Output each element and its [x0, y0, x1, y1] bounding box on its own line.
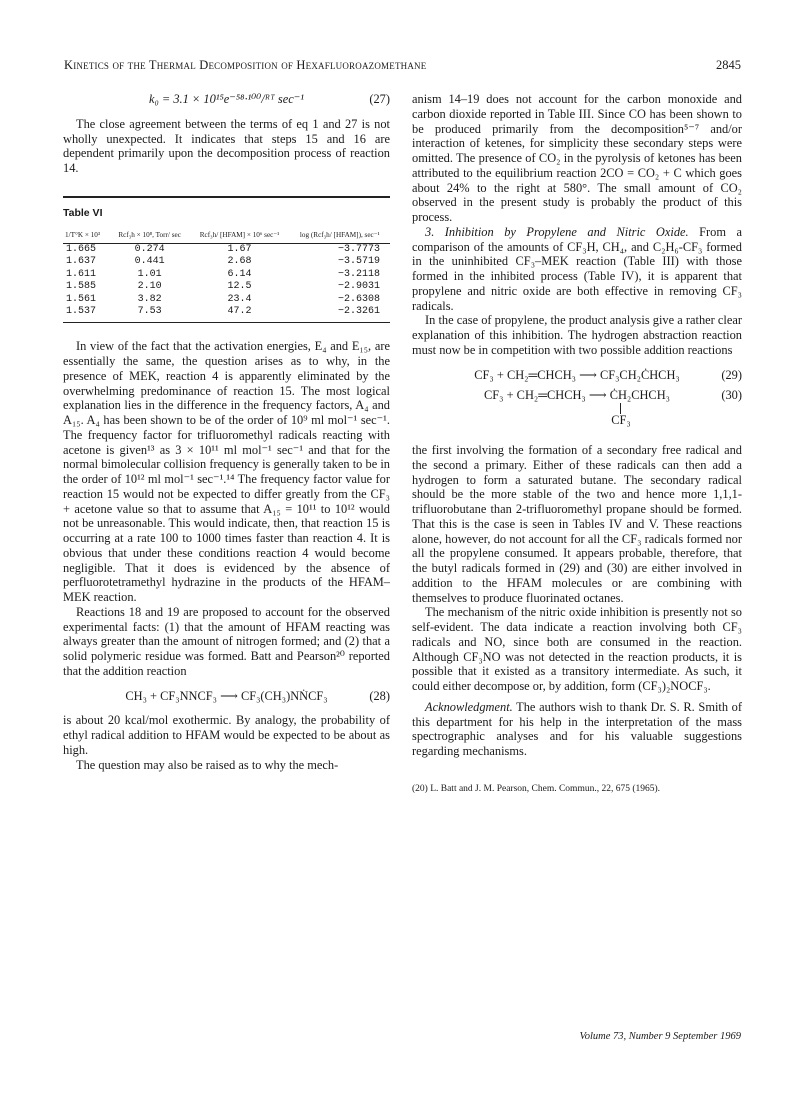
table-cell: 1.585 [66, 281, 97, 293]
paragraph [412, 225, 742, 314]
paragraph: In the case of propylene, the product analysis give a rather clear explanation of this inhibition. The hydrogen abstraction reaction must now be in competition with two possible addition reactions [412, 313, 742, 357]
table-row [63, 256, 390, 268]
table-cell: 2.68 [227, 256, 252, 268]
table-cell: −2.9031 [337, 281, 380, 293]
table-cell: −3.2118 [337, 268, 380, 280]
table-cell: 7.53 [137, 306, 162, 318]
table-caption: Table VI [63, 206, 103, 219]
table-cell: 1.67 [227, 244, 252, 255]
table-cell: 1.561 [66, 293, 97, 305]
table-cell: 3.82 [137, 293, 162, 305]
paragraph: The mechanism of the nitric oxide inhibition is presently not so self-evident. The data indicate a reaction involving both CF₃ radicals and NO, since both are consumed in the reaction. Although CF₃NO was not detected in the reaction products, it is possible that it existed as a transitory intermediate. As such, it could either decompose or, by addition, form (CF₃)₂NOCF₃. [412, 605, 742, 693]
table-cell: −3.7773 [337, 244, 380, 255]
table-cell: 2.10 [137, 281, 162, 293]
equation-30-number: (30) [721, 388, 742, 403]
equation-29 [412, 368, 742, 383]
table-cell: −3.5719 [337, 256, 380, 268]
paragraph: Reactions 18 and 19 are proposed to account for the observed experimental facts: (1) that the amount of HFAM reacting was always greater than the amount of nitrogen formed; and (2) that a solid polymeric residue was formed. Batt and Pearson²⁰ reported that the addition reaction [63, 604, 390, 678]
equation-28-number: (28) [369, 688, 390, 703]
paragraph [412, 700, 742, 759]
paragraph-text: From a comparison of the amounts of CF₃H, CH₄, and C₂H₆-CF₃ formed in the uninhibited CF₃–MEK reaction (Table III) with those formed in the inhibited process (Table IV), it is apparent that propylene and nitric oxide are both effective in removing CF₃ radicals. [412, 224, 742, 313]
right-column [412, 92, 742, 795]
page-number: 2845 [716, 58, 741, 72]
equation-29-text: CF₃ + CH₂═CHCH₃ ⟶ CF₃CH₂ĊHCH₃ [474, 367, 680, 382]
paragraph: The close agreement between the terms of eq 1 and 27 is not wholly unexpected. It indicates that steps 15 and 16 are dependent primarily upon the decomposition process of reaction 14. [63, 116, 390, 175]
table-header: 1/T°K × 10³ [65, 230, 101, 239]
table-cell: 1.01 [137, 268, 162, 280]
paragraph: The question may also be raised as to why the mech- [76, 757, 339, 772]
equation-30-text: CF₃ + CH₂═CHCH₃ ⟶ ĊH₂CHCH₃ [484, 388, 670, 403]
table-cell: 1.637 [66, 256, 97, 268]
section-heading: 3. Inhibition by Propylene and Nitric Oxide. [425, 224, 689, 239]
table-top-rule [63, 196, 390, 198]
table-row [63, 244, 390, 256]
paragraph: the first involving the formation of a secondary free radical and the second a primary. Either of these radicals can then add a hydrogen to form a saturated butane. The secondary radical should be the more stable of the two and hence more 1,1,1-trifluorobutane than 2-trifluoromethyl propane should be formed. That this is the case is seen in Tables IV and V. These reactions alone, however, do not account for all the CF₃ radicals formed nor all the propylene consumed. It appears probable, therefore, that the butyl radicals formed in (29) and (30) are either involved in addition to the HFAM molecules or are combining with themselves to produce fluorinated octanes. [412, 443, 742, 605]
table-header: Rcf₃h/ [HFAM] × 10⁶ sec⁻¹ [199, 230, 280, 239]
equation-30-substituent [606, 403, 636, 427]
table-cell: 1.611 [66, 268, 97, 280]
acknowledgment-heading: Acknowledgment. [425, 699, 513, 714]
table-cell: 0.274 [134, 244, 165, 255]
equation-30-pendant-text: CF₃ [611, 413, 631, 428]
equation-30 [412, 388, 742, 428]
equation-28 [63, 689, 390, 704]
page-header [64, 58, 741, 74]
paragraph: anism 14–19 does not account for the carbon monoxide and carbon dioxide reported in Table III. Since CO has been shown to be produced primarily from the decomposition⁵⁻⁷ and/or interaction of ketenes, for simplicity these secondary steps were omitted. The presence of CO₂ in the pyrolysis of ketones has been attributed to the equilibrium reaction 2CO = CO₂ + C which goes about 24% to the right at 580°. The small amount of CO₂ observed in the present study is probably the product of this process. [412, 92, 742, 224]
acknowledgment-text: The authors wish to thank Dr. S. R. Smith of this department for his help in the interpretation of the mass spectrographic analyses and for his valuable suggestions regarding mechanisms. [412, 699, 742, 758]
table-row [63, 306, 390, 318]
data-table [63, 231, 390, 319]
table-cell: −2.3261 [337, 306, 380, 318]
table-cell: 1.537 [66, 306, 97, 318]
equation-29-number: (29) [721, 367, 742, 382]
equation-27-number: (27) [369, 92, 390, 106]
table-header: log (Rcf₃h/ [HFAM]), sec⁻¹ [299, 230, 380, 239]
table-cell: 6.14 [227, 268, 252, 280]
table-cell: 47.2 [227, 306, 252, 318]
footnote: (20) L. Batt and J. M. Pearson, Chem. Commun., 22, 675 (1965). [412, 783, 661, 794]
table-row [63, 294, 390, 306]
paragraph: is about 20 kcal/mol exothermic. By analogy, the probability of ethyl radical addition to HFAM would be expected to be about as high. [63, 713, 390, 757]
table-cell: −2.6308 [337, 293, 380, 305]
table-cell: 12.5 [227, 281, 252, 293]
table-row [63, 281, 390, 293]
table-header: Rcf₃h × 10⁸, Torr/ sec [118, 230, 181, 239]
left-column [63, 92, 390, 772]
equation-27-text: k₀ = 3.1 × 10¹⁵e⁻⁵⁸·¹⁰⁰/ᴿᵀ sec⁻¹ [148, 92, 305, 106]
table-vi [63, 196, 390, 324]
equation-28-text: CH₃ + CF₃NNCF₃ ⟶ CF₃(CH₃)NṄCF₃ [125, 688, 328, 703]
running-title: Kinetics of the Thermal Decomposition of Hexafluoroazomethane [64, 58, 427, 72]
table-cell: 0.441 [134, 256, 165, 268]
equation-27 [63, 92, 390, 107]
table-cell: 23.4 [227, 293, 252, 305]
table-row [63, 269, 390, 281]
paragraph: In view of the fact that the activation energies, E₄ and E₁₅, are essentially the same, the question arises as to why, in the presence of MEK, reaction 4 is apparently eliminated by the overwhelming predominance of reaction 15. The most logical explanation lies in the difference in the frequency factors, A₄ and A₁₅. A₄ has been shown to be of the order of 10⁹ ml mol⁻¹ sec⁻¹. The frequency factor for trifluoromethyl radicals reacting with acetone is given¹³ as 3 × 10¹¹ ml mol⁻¹ sec⁻¹ and that for the normal bimolecular collision frequency is generally taken to be in the order of 10¹² ml mol⁻¹ sec⁻¹.¹⁴ The frequency factor value for reaction 15 would not be expected to differ greatly from the CF₃ + acetone value so that to assume that A₁₅ = 10¹¹ to 10¹² would not be unreasonable. This would indicate, then, that reaction 15 is occurring at a rate 100 to 1000 times faster than reaction 4. It is obvious that under these conditions reaction 4 would become negligible. That it does is evidenced by the absence of perfluorotetramethyl hydrazine in the products of the HFAM–MEK reaction. [63, 339, 390, 605]
page-footer: Volume 73, Number 9 September 1969 [579, 1031, 741, 1042]
table-cell: 1.665 [66, 244, 97, 255]
